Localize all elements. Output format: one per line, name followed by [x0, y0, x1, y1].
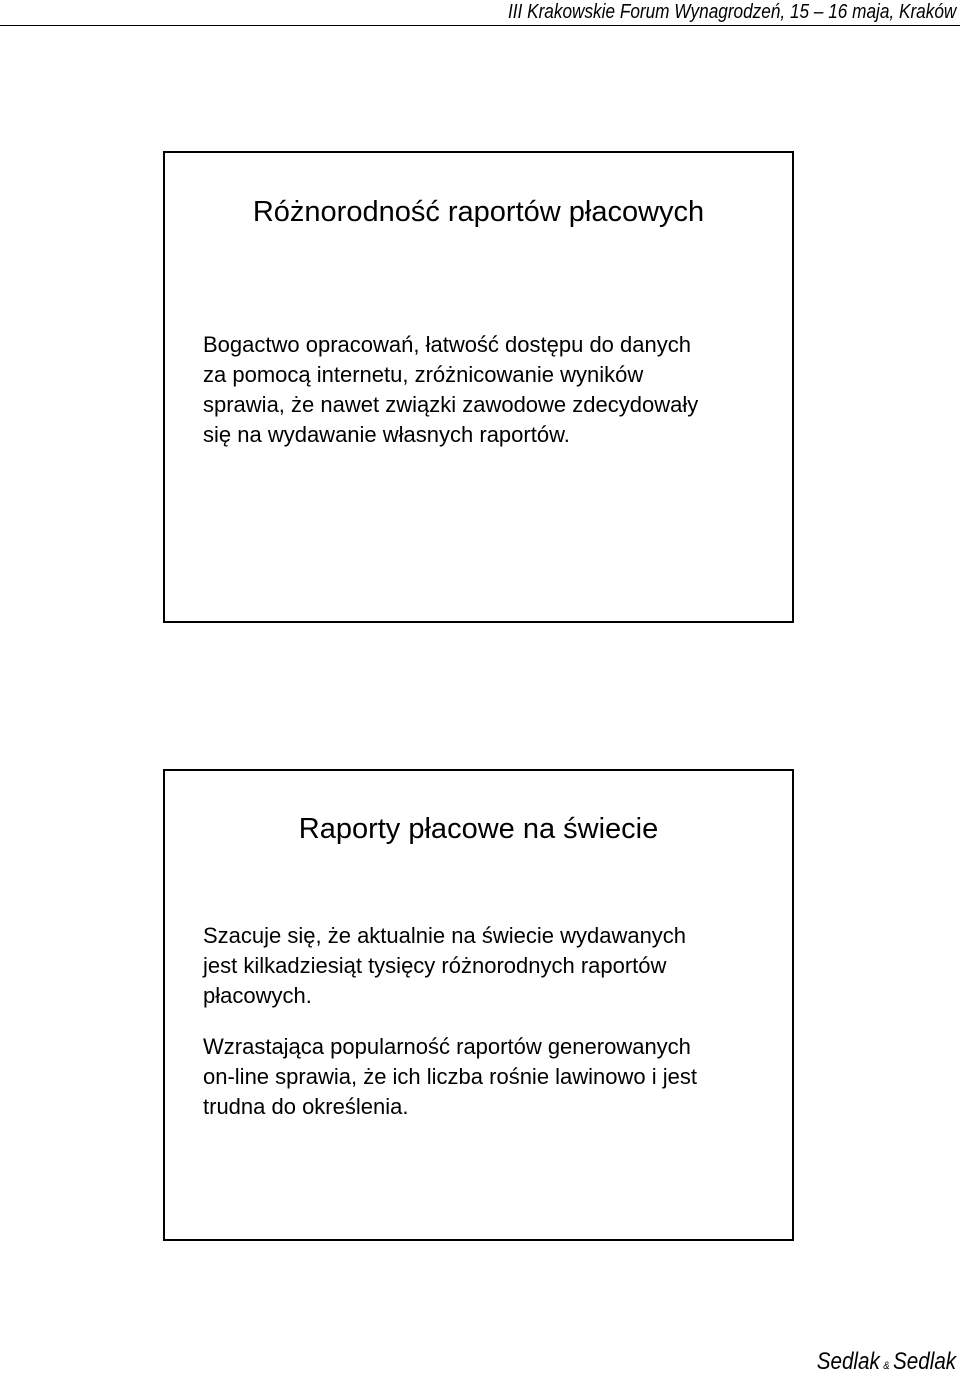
- paragraph-line: trudna do określenia.: [203, 1094, 409, 1119]
- paragraph-line: on-line sprawia, że ich liczba rośnie lawinowo i jest: [203, 1064, 698, 1089]
- paragraph-line: sprawia, że nawet związki zawodowe zdecydowały: [203, 392, 699, 417]
- footer-ampersand: &: [883, 1360, 890, 1372]
- paragraph-line: za pomocą internetu, zróżnicowanie wyników: [203, 362, 644, 387]
- paragraph-line: Szacuje się, że aktualnie na świecie wydawanych: [203, 923, 687, 948]
- paragraph-line: Wzrastająca popularność raportów generowanych: [203, 1034, 691, 1059]
- slide-paragraph: [203, 330, 788, 450]
- slide-title: Różnorodność raportów płacowych: [252, 196, 705, 228]
- slide-paragraph: [203, 1032, 788, 1122]
- footer-name-second: Sedlak: [892, 1348, 956, 1375]
- page-header: III Krakowskie Forum Wynagrodzeń, 15 – 16 maja, Kraków: [507, 1, 956, 23]
- slide-paragraph: [203, 921, 788, 1011]
- paragraph-line: Bogactwo opracowań, łatwość dostępu do danych: [203, 332, 691, 357]
- slide-1: [163, 151, 794, 623]
- header-rule: [0, 25, 960, 26]
- slide-2: [163, 769, 794, 1241]
- paragraph-line: płacowych.: [203, 983, 312, 1008]
- footer-name-first: Sedlak: [816, 1348, 880, 1375]
- paragraph-line: się na wydawanie własnych raportów.: [203, 422, 570, 447]
- paragraph-line: jest kilkadziesiąt tysięcy różnorodnych raportów: [203, 953, 667, 978]
- slide-title: Raporty płacowe na świecie: [298, 813, 659, 845]
- page-footer: [817, 1348, 956, 1380]
